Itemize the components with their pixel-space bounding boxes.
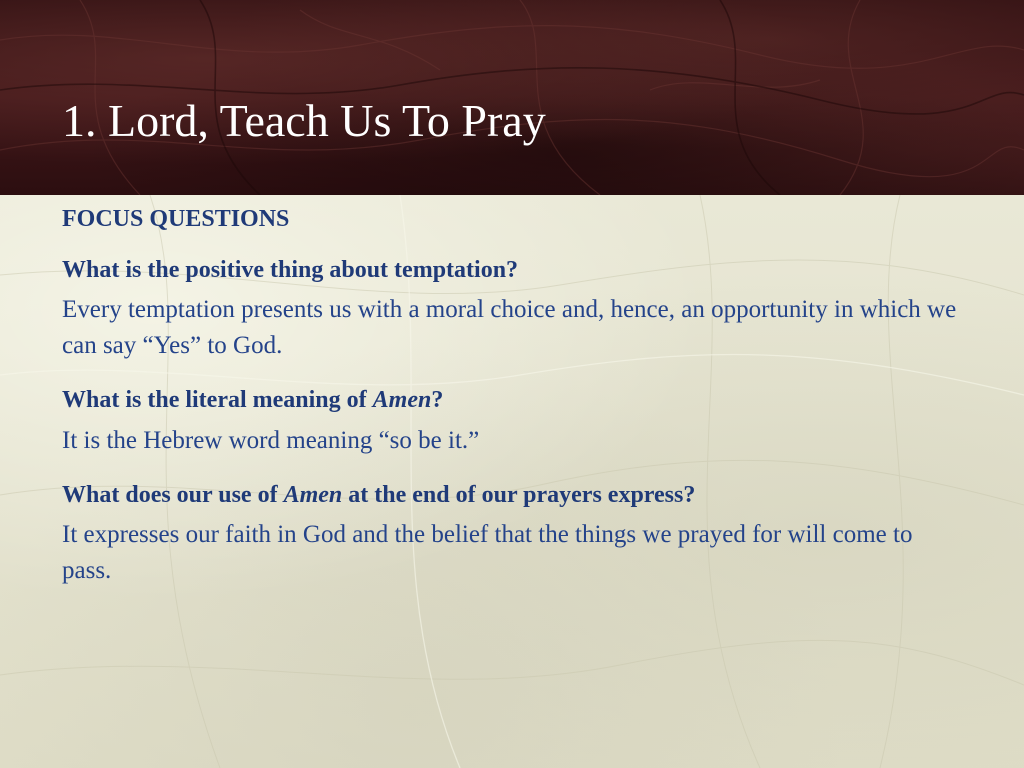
- answer-1: Every temptation presents us with a moral choice and, hence, an opportunity in which we can say “Yes” to God.: [62, 295, 957, 360]
- question-1-text: What is the positive thing about temptation?: [62, 256, 519, 283]
- question-2-text: What is the literal meaning of: [62, 387, 373, 414]
- slide-title: 1. Lord, Teach Us To Pray: [62, 95, 546, 146]
- answer-2: It is the Hebrew word meaning “so be it.”: [62, 426, 480, 454]
- title-banner: [0, 0, 1024, 195]
- question-2: [62, 385, 962, 416]
- question-3: [62, 480, 962, 511]
- question-3-emphasis: Amen: [283, 481, 343, 508]
- qa-item-1: [62, 255, 962, 365]
- question-1: [62, 255, 962, 286]
- qa-item-2: [62, 385, 962, 458]
- question-2-emphasis: Amen: [372, 387, 432, 414]
- question-3-text: What does our use of: [62, 481, 284, 508]
- question-3-suffix: at the end of our prayers express?: [342, 481, 696, 508]
- question-2-suffix: ?: [431, 387, 444, 414]
- focus-questions-heading: FOCUS QUESTIONS: [62, 206, 290, 232]
- qa-item-3: [62, 480, 962, 590]
- content-column: [62, 205, 962, 611]
- answer-3: It expresses our faith in God and the belief that the things we prayed for will come to pass.: [62, 521, 913, 585]
